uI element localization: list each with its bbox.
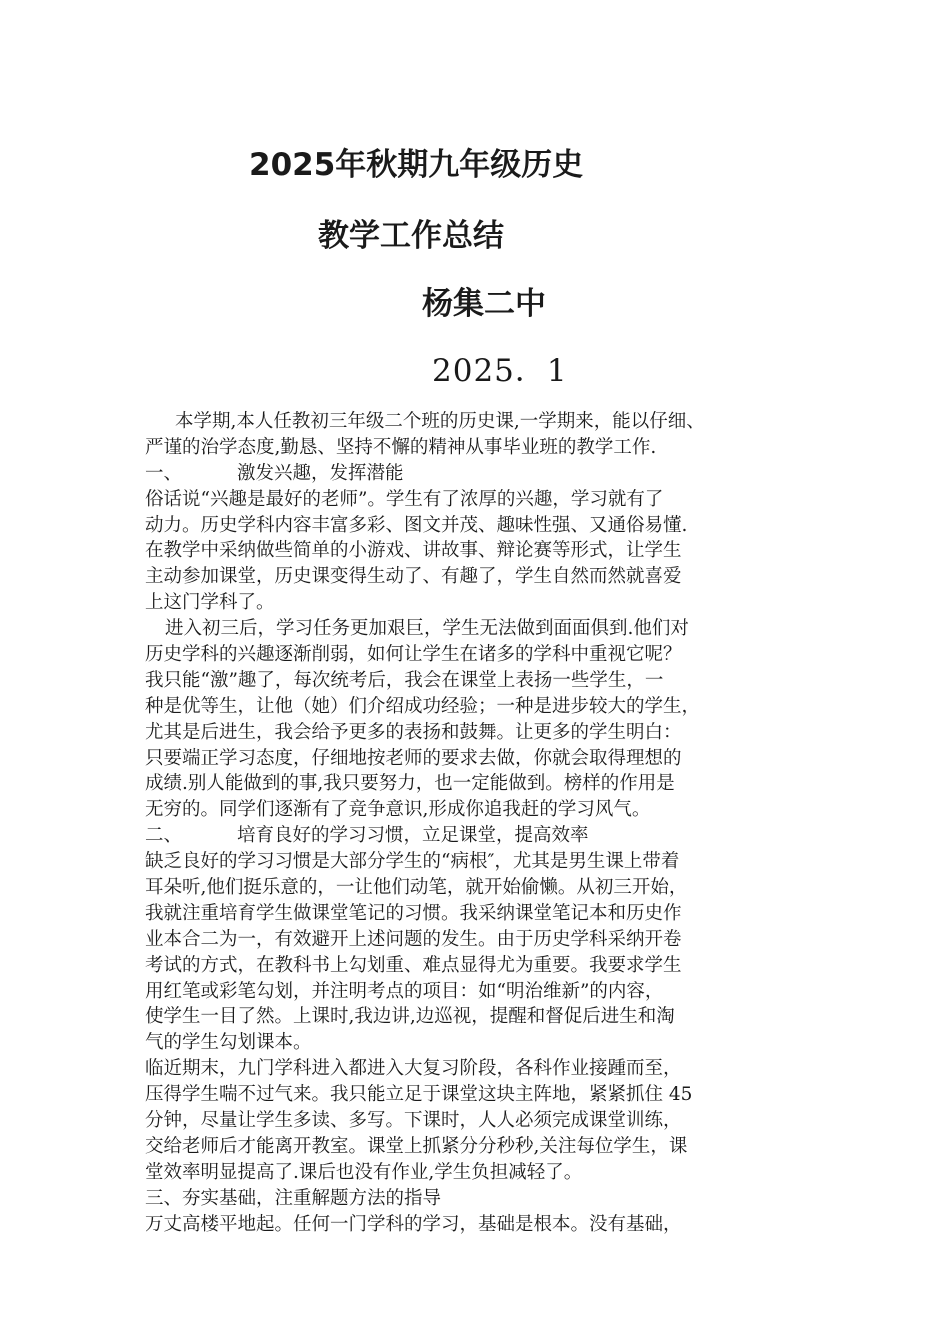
section-heading-text: 激发兴趣，发挥潜能 [237, 462, 404, 484]
paragraph-line: 本学期,本人任教初三年级二个班的历史课,一学期来，能以仔细、 [175, 411, 705, 432]
paragraph-line: 气的学生勾划课本。 [145, 1032, 312, 1054]
paragraph-line: 进入初三后，学习任务更加艰巨，学生无法做到面面俱到.他们对 [165, 618, 689, 640]
section-heading-2 [145, 823, 835, 849]
paragraph-line: 使学生一目了然。上课时,我边讲,边巡视，提醒和督促后进生和淘 [145, 1006, 675, 1028]
document-subtitle: 教学工作总结 [318, 218, 504, 254]
paragraph-line: 万丈高楼平地起。任何一门学科的学习，基础是根本。没有基础， [145, 1213, 682, 1235]
paragraph-line: 主动参加课堂，历史课变得生动了、有趣了，学生自然而然就喜爱 [145, 566, 682, 588]
document-title: 2025年秋期九年级历史 [249, 147, 584, 183]
section-heading-1 [145, 461, 835, 487]
paragraph-line: 种是优等生，让他（她）们介绍成功经验；一种是进步较大的学生， [145, 695, 701, 717]
paragraph-line: 俗话说“兴趣是最好的老师”。学生有了浓厚的兴趣，学习就有了 [145, 488, 664, 510]
school-name: 杨集二中 [422, 286, 546, 322]
paragraph-line: 缺乏良好的学习习惯是大部分学生的“病根″，尤其是男生课上带着 [145, 851, 680, 873]
paragraph-line: 动力。历史学科内容丰富多彩、图文并茂、趣味性强、又通俗易懂. [145, 514, 688, 536]
document-date: 2025．1 [432, 353, 568, 389]
paragraph-line: 历史学科的兴趣逐渐削弱，如何让学生在诸多的学科中重视它呢？ [145, 644, 682, 666]
paragraph-line: 我就注重培育学生做课堂笔记的习惯。我采纳课堂笔记本和历史作 [145, 902, 682, 924]
paragraph-line: 上这门学科了。 [145, 592, 275, 614]
paragraph-line: 耳朵听,他们挺乐意的，一让他们动笔，就开始偷懒。从初三开始， [145, 877, 688, 899]
paragraph-line: 分钟，尽量让学生多读、多写。下课时，人人必须完成课堂训练， [145, 1110, 682, 1132]
paragraph-line: 只要端正学习态度，仔细地按老师的要求去做，你就会取得理想的 [145, 747, 682, 769]
paragraph-line: 无穷的。同学们逐渐有了竞争意识,形成你追我赶的学习风气。 [145, 799, 651, 821]
section-heading-3: 三、夯实基础，注重解题方法的指导 [145, 1187, 442, 1209]
paragraph-line: 临近期末，九门学科进入都进入大复习阶段，各科作业接踵而至， [145, 1058, 682, 1080]
paragraph-line: 堂效率明显提高了.课后也没有作业,学生负担减轻了。 [145, 1161, 583, 1183]
paragraph-line: 考试的方式，在教科书上勾划重、难点显得尤为重要。我要求学生 [145, 954, 682, 976]
paragraph-line: 业本合二为一，有效避开上述问题的发生。由于历史学科采纳开卷 [145, 928, 682, 950]
paragraph-line: 交给老师后才能离开教室。课堂上抓紧分分秒秒,关注每位学生，课 [145, 1135, 688, 1157]
paragraph-line: 我只能“激”趣了，每次统考后，我会在课堂上表扬一些学生，一 [145, 669, 664, 691]
paragraph-line: 用红笔或彩笔勾划，并注明考点的项目：如“明治维新”的内容， [145, 980, 664, 1002]
section-number: 二、 [145, 825, 183, 847]
paragraph-line: 严谨的治学态度,勤恳、坚持不懈的精神从事毕业班的教学工作. [145, 436, 657, 458]
paragraph-line: 成绩.别人能做到的事,我只要努力，也一定能做到。榜样的作用是 [145, 773, 675, 795]
section-heading-text: 培育良好的学习习惯，立足课堂，提高效率 [237, 825, 589, 847]
paragraph-line: 尤其是后进生，我会给予更多的表扬和鼓舞。让更多的学生明白： [145, 721, 682, 743]
paragraph-line: 在教学中采纳做些简单的小游戏、讲故事、辩论赛等形式，让学生 [145, 540, 682, 562]
document-body [145, 409, 835, 1238]
section-number: 一、 [145, 462, 183, 484]
paragraph-line: 压得学生喘不过气来。我只能立足于课堂这块主阵地，紧紧抓住 45 [145, 1084, 693, 1106]
